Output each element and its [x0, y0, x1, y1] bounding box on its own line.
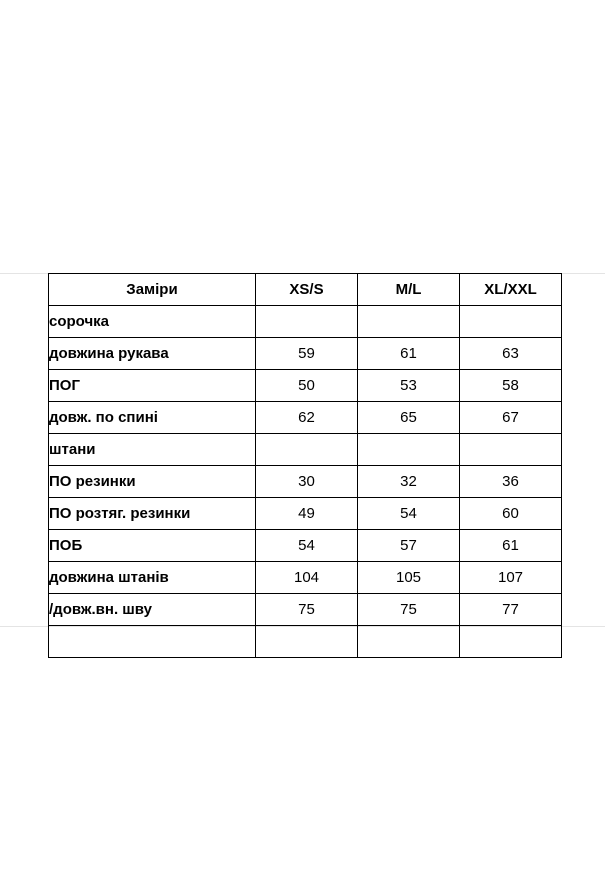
value-cell: 49 — [256, 498, 358, 530]
row-label: довжина рукава — [49, 338, 256, 370]
table-row — [49, 370, 562, 402]
header-row — [49, 274, 562, 306]
table-row — [49, 402, 562, 434]
value-cell: 30 — [256, 466, 358, 498]
value-cell: 75 — [256, 594, 358, 626]
row-label: довж. по спині — [49, 402, 256, 434]
section-row-pants — [49, 434, 562, 466]
row-label: ПО розтяг. резинки — [49, 498, 256, 530]
empty-cell — [358, 306, 460, 338]
section-title: сорочка — [49, 306, 256, 338]
empty-cell — [256, 434, 358, 466]
row-label: ПОГ — [49, 370, 256, 402]
empty-cell — [460, 306, 562, 338]
value-cell — [256, 626, 358, 658]
value-cell: 54 — [358, 498, 460, 530]
header-size-xl-xxl: XL/XXL — [460, 274, 562, 306]
row-label — [49, 626, 256, 658]
value-cell: 62 — [256, 402, 358, 434]
value-cell: 75 — [358, 594, 460, 626]
row-label: ПОБ — [49, 530, 256, 562]
table-row — [49, 562, 562, 594]
value-cell — [460, 626, 562, 658]
row-label: /довж.вн. шву — [49, 594, 256, 626]
value-cell: 54 — [256, 530, 358, 562]
empty-cell — [358, 434, 460, 466]
value-cell: 50 — [256, 370, 358, 402]
value-cell: 57 — [358, 530, 460, 562]
value-cell: 60 — [460, 498, 562, 530]
table-row — [49, 594, 562, 626]
empty-cell — [256, 306, 358, 338]
table-row — [49, 338, 562, 370]
value-cell: 59 — [256, 338, 358, 370]
value-cell: 53 — [358, 370, 460, 402]
value-cell: 104 — [256, 562, 358, 594]
value-cell: 65 — [358, 402, 460, 434]
value-cell: 58 — [460, 370, 562, 402]
value-cell: 105 — [358, 562, 460, 594]
value-cell: 77 — [460, 594, 562, 626]
size-chart-table — [48, 273, 562, 658]
value-cell: 36 — [460, 466, 562, 498]
table-row — [49, 498, 562, 530]
row-label: ПО резинки — [49, 466, 256, 498]
header-measurements: Заміри — [49, 274, 256, 306]
header-size-m-l: M/L — [358, 274, 460, 306]
section-title: штани — [49, 434, 256, 466]
value-cell: 107 — [460, 562, 562, 594]
table-row — [49, 530, 562, 562]
value-cell: 32 — [358, 466, 460, 498]
table-row — [49, 466, 562, 498]
value-cell: 61 — [460, 530, 562, 562]
empty-cell — [460, 434, 562, 466]
section-row-shirt — [49, 306, 562, 338]
table-row — [49, 626, 562, 658]
value-cell: 67 — [460, 402, 562, 434]
value-cell — [358, 626, 460, 658]
value-cell: 63 — [460, 338, 562, 370]
row-label: довжина штанів — [49, 562, 256, 594]
value-cell: 61 — [358, 338, 460, 370]
header-size-xs-s: XS/S — [256, 274, 358, 306]
